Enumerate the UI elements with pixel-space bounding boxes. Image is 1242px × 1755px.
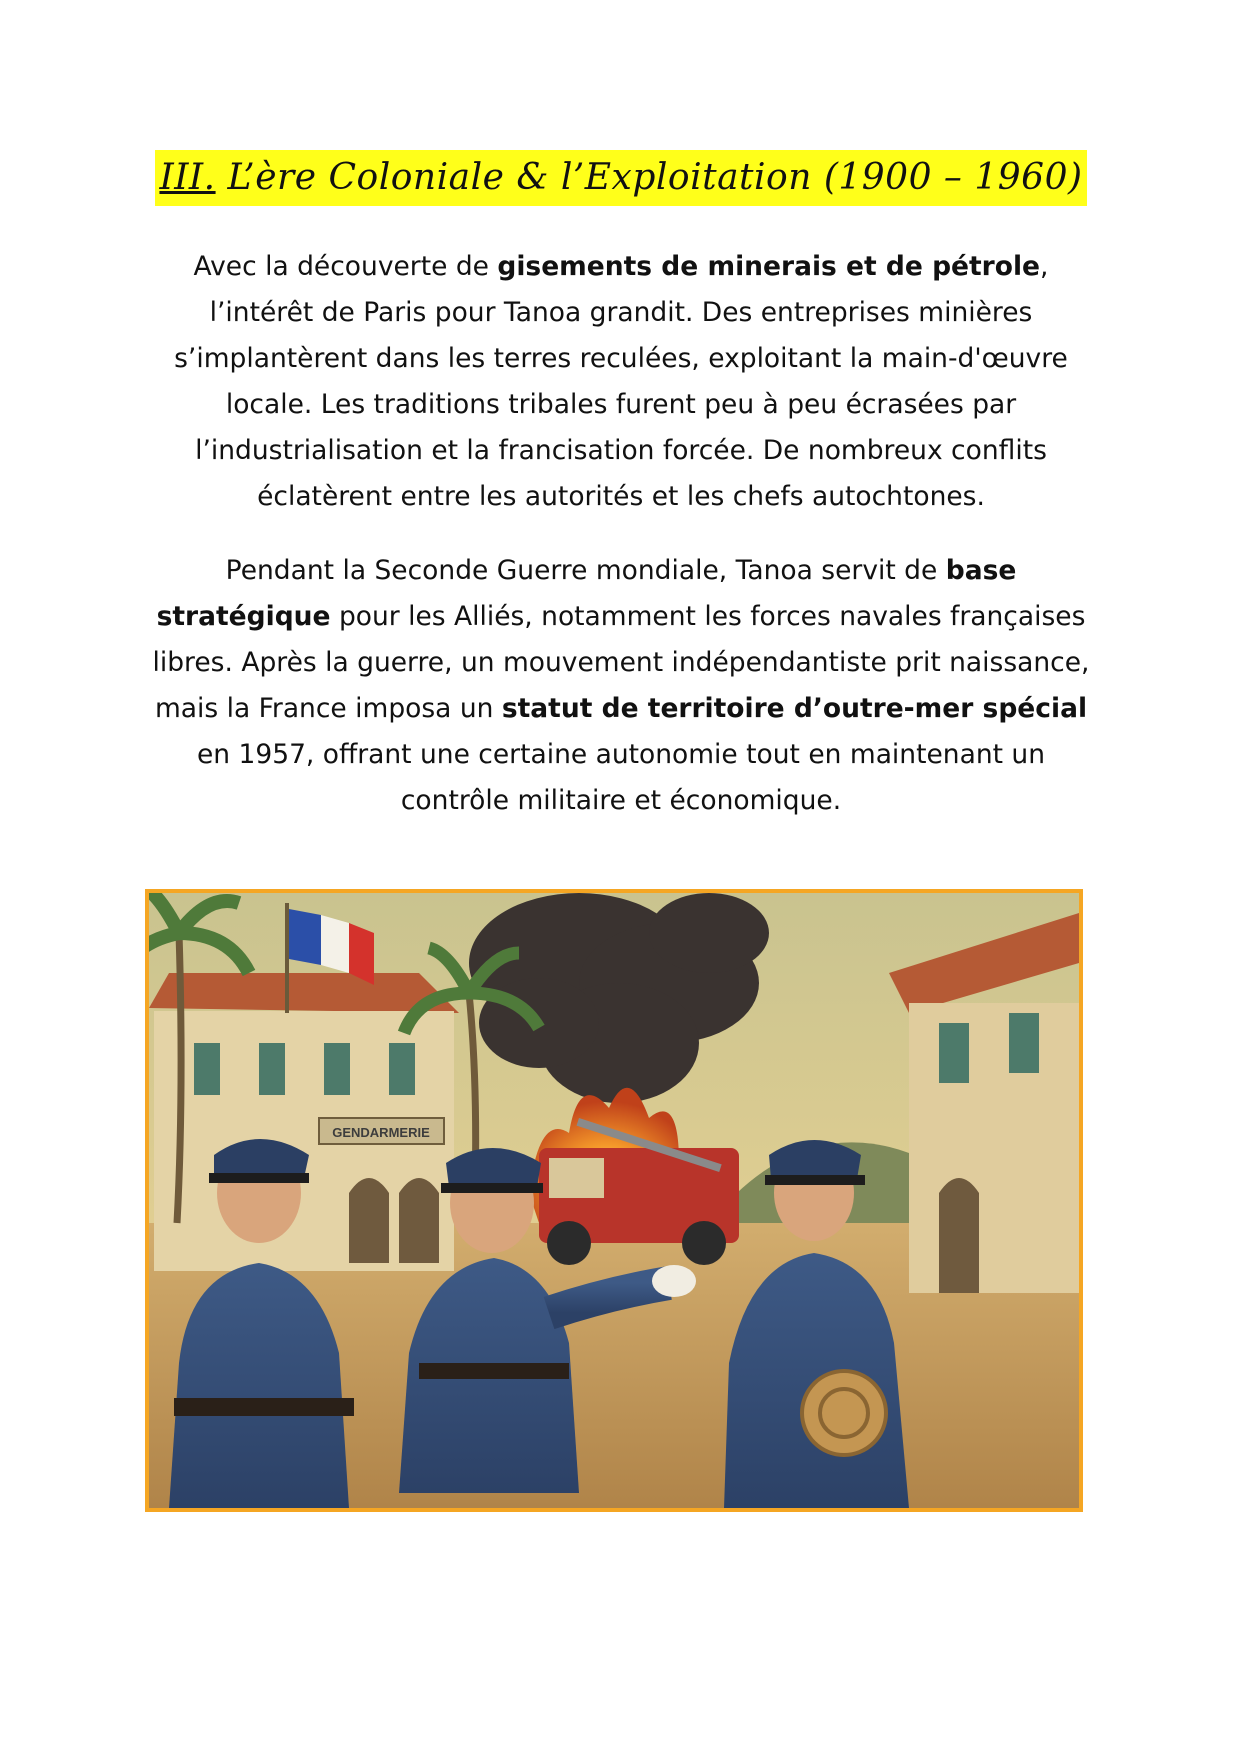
illustration-frame: [145, 889, 1083, 1512]
paragraph-war: [140, 548, 1102, 824]
heading-container: [0, 150, 1242, 206]
paragraph-text: Avec la découverte de: [193, 251, 498, 282]
paragraph-text: , l’intérêt de Paris pour Tanoa grandit. Des entreprises minières s’implantèrent dans les terres reculées, exploitant la main-d'œuvre locale. Les traditions tribales furent peu à peu écrasées par l’industrialisation et la francisation forcée. De nombreux conflits éclatèrent entre les autorités et les chefs autochtones.: [174, 251, 1068, 512]
bold-phrase: statut de territoire d’outre-mer spécial: [501, 693, 1088, 724]
right-building: [889, 913, 1079, 1293]
bold-phrase: base stratégique: [156, 555, 1017, 632]
paragraph-text: Pendant la Seconde Guerre mondiale, Tanoa servit de: [225, 555, 946, 586]
gendarmerie-sign: GENDARMERIE: [332, 1125, 430, 1140]
paragraph-text: en 1957, offrant une certaine autonomie tout en maintenant un contrôle militaire et économique.: [196, 739, 1046, 816]
title-number: III.: [159, 157, 216, 198]
bold-phrase: gisements de minerais et de pétrole: [497, 251, 1041, 282]
page-title: [155, 150, 1086, 206]
paragraph-text: pour les Alliés, notamment les forces navales françaises libres. Après la guerre, un mouvement indépendantiste prit naissance, mais la France imposa un: [152, 601, 1090, 724]
title-text: L’ère Coloniale & l’Exploitation (1900 – 1960): [215, 157, 1083, 198]
gendarmerie-illustration: [149, 893, 1079, 1508]
paragraph-mining: [140, 244, 1102, 520]
